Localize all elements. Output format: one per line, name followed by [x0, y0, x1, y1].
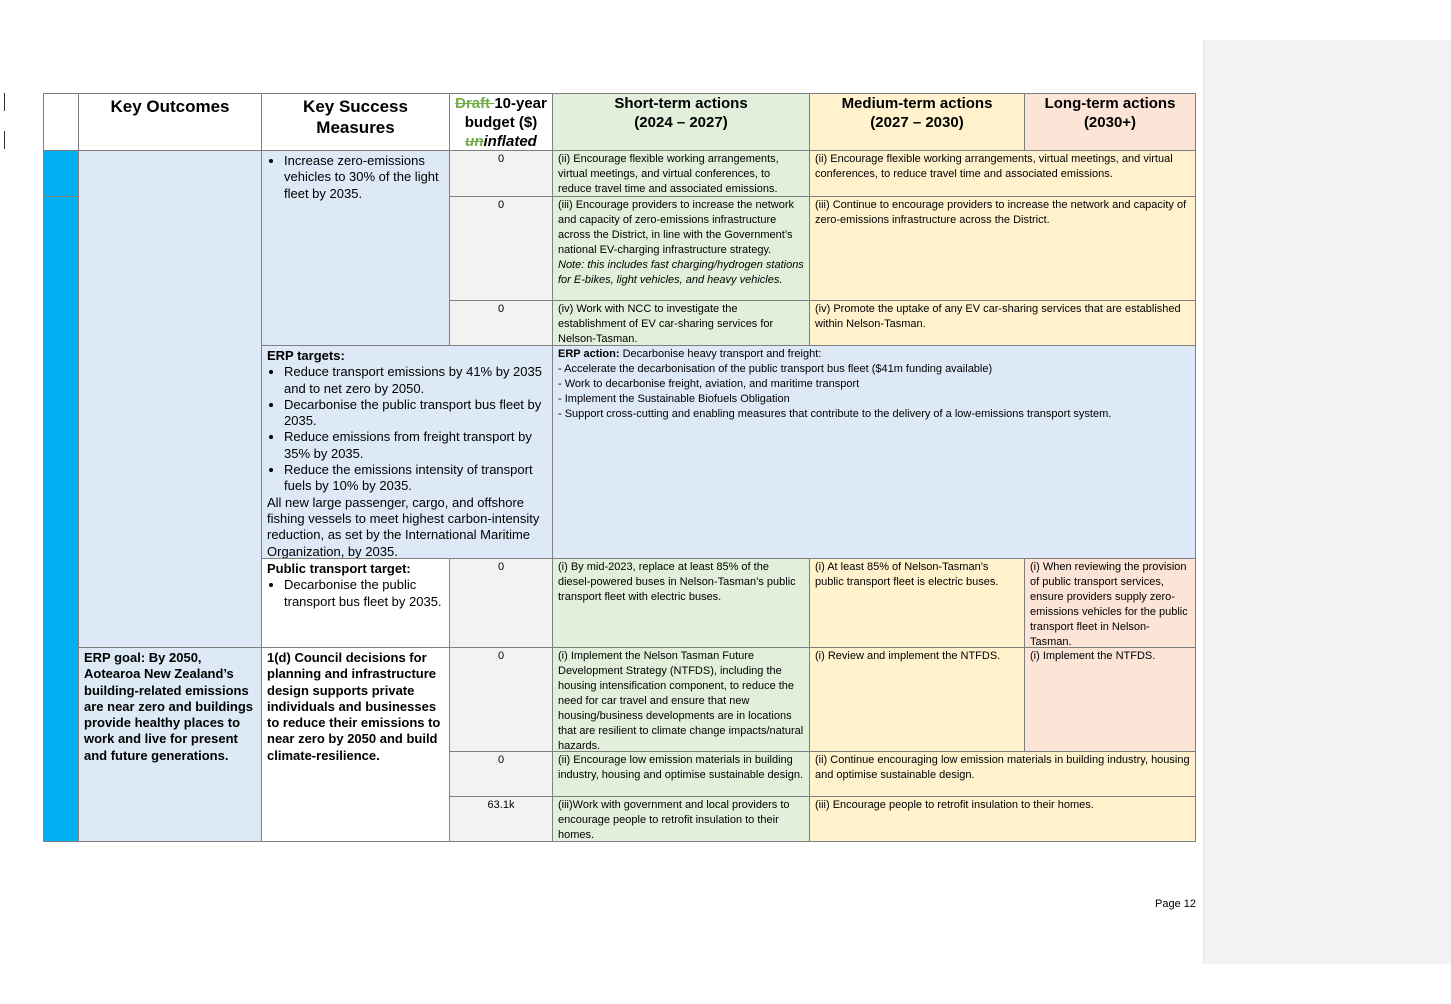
header-key-success-measures [261, 93, 450, 151]
change-bar [4, 93, 5, 111]
medium-action-text: (i) Review and implement the NTFDS. [815, 650, 1001, 662]
short-action-text: (i) By mid-2023, replace at least 85% of the diesel-powered buses in Nelson-Tasman’s public transport fleet with electric buses. [558, 561, 796, 603]
erp-target-item: • Reduce transport emissions by 41% by 2035 and to net zero by 2050. [284, 364, 547, 397]
short-action-text: (i) Implement the Nelson Tasman Future Development Strategy (NTFDS), including the housing intensification component, to reduce the need for car travel and ensure that new housing/business developments are in locations that are resilient to climate change impacts/natural hazards. [558, 650, 804, 752]
erp-targets [261, 345, 553, 559]
header-short-term [552, 93, 810, 151]
short-action-cell [552, 150, 810, 197]
long-action-text: (i) Implement the NTFDS. [1030, 650, 1156, 662]
short-action-cell [552, 751, 810, 797]
medium-action-text: (iii) Continue to encourage providers to increase the network and capacity of zero-emissions infrastructure across the District. [815, 199, 1187, 226]
short-action-cell [552, 796, 810, 842]
erp-target-item: • Reduce the emissions intensity of transport fuels by 10% by 2035. [284, 462, 547, 495]
long-action-cell [1024, 558, 1196, 648]
short-term-years: (2024 – 2027) [634, 114, 728, 131]
side-bar-segment [43, 150, 79, 197]
erp-target-item: • Decarbonise the public transport bus fleet by 2035. [284, 397, 547, 430]
erp-action-line: - Support cross-cutting and enabling measures that contribute to the delivery of a low-emissions transport system. [558, 408, 1112, 420]
erp-targets-extra: All new large passenger, cargo, and offshore fishing vessels to meet highest carbon-intensity reduction, as set by the International Maritime Organization, by 2035. [267, 494, 540, 559]
budget-cell [449, 300, 553, 346]
short-action-text: (ii) Encourage low emission materials in building industry, housing and optimise sustainable design. [558, 754, 804, 781]
short-action-cell [552, 300, 810, 346]
erp-action-line: - Accelerate the decarbonisation of the public transport bus fleet ($41m funding available) [558, 363, 993, 375]
erp-action-line: - Implement the Sustainable Biofuels Obligation [558, 393, 790, 405]
pt-target-item: • Decarbonise the public transport bus fleet by 2035. [284, 577, 444, 610]
header-key-outcomes [78, 93, 262, 151]
budget-value: 0 [497, 561, 505, 573]
budget-cell [449, 796, 553, 842]
page-number: Page 12 [1155, 898, 1196, 910]
short-action-text: (iii) Encourage providers to increase the network and capacity of zero-emissions infrastructure across the District, in line with the Government’s national EV-charging infrastructure strategy. [558, 199, 795, 256]
measure-public-transport [261, 558, 450, 648]
medium-long-action-cell [809, 751, 1196, 797]
short-action-cell [552, 196, 810, 301]
building-goal-text: ERP goal: By 2050, Aotearoa New Zealand’s building-related emissions are near zero and buildings provide healthy places to work and live for present and future generations. [84, 650, 254, 763]
budget-line2: budget ($) [464, 114, 538, 131]
budget-value: 0 [497, 650, 505, 662]
medium-action-cell [809, 558, 1025, 648]
budget-value: 0 [497, 199, 505, 211]
erp-action-label: ERP action: [558, 348, 620, 360]
medium-action-text: (i) At least 85% of Nelson-Tasman’s public transport fleet is electric buses. [815, 561, 999, 588]
erp-action [552, 345, 1196, 559]
budget-line1: 10-year [494, 95, 547, 112]
header-budget [449, 93, 553, 151]
erp-targets-label: ERP targets: [267, 348, 345, 363]
change-bar [4, 131, 5, 149]
header-key-success-measures-label: Key Success Measures [303, 97, 408, 137]
budget-cell [449, 558, 553, 648]
medium-action-text: (iii) Encourage people to retrofit insulation to their homes. [815, 799, 1094, 811]
short-action-text: (iii)Work with government and local providers to encourage people to retrofit insulation to their homes. [558, 799, 790, 841]
medium-term-years: (2027 – 2030) [870, 114, 964, 131]
header-medium-term [809, 93, 1025, 151]
budget-cell [449, 751, 553, 797]
pt-target-label: Public transport target: [267, 561, 411, 576]
measure-ev-fleet-text: • Increase zero-emissions vehicles to 30% of the light fleet by 2035. [284, 153, 444, 202]
outcome-building-goal [78, 647, 262, 842]
budget-value: 0 [497, 153, 505, 165]
medium-long-action-cell [809, 196, 1196, 301]
budget-cell [449, 196, 553, 301]
medium-term-title: Medium-term actions [841, 95, 993, 112]
medium-action-text: (iv) Promote the uptake of any EV car-sharing services that are established within Nelson-Tasman. [815, 303, 1181, 330]
erp-action-line: - Work to decarbonise freight, aviation, and maritime transport [558, 378, 860, 390]
medium-action-cell [809, 647, 1025, 752]
short-term-title: Short-term actions [614, 95, 748, 112]
outcome-transport [78, 150, 262, 648]
budget-deleted-un: un [465, 133, 484, 150]
side-bar-segment [43, 196, 79, 842]
erp-action-title: Decarbonise heavy transport and freight: [619, 348, 822, 360]
budget-value: 0 [497, 303, 505, 315]
budget-value: 63.1k [487, 799, 515, 811]
short-action-cell [552, 647, 810, 752]
header-long-term [1024, 93, 1196, 151]
header-blank [43, 93, 79, 151]
long-action-text: (i) When reviewing the provision of public transport services, ensure providers supply zero-emissions vehicles for the public transport fleet in Nelson-Tasman. [1030, 561, 1188, 648]
long-action-cell [1024, 647, 1196, 752]
budget-deleted-text: Draft [455, 95, 495, 112]
short-action-note: Note: this includes fast charging/hydrogen stations for E-bikes, light vehicles, and heavy vehicles. [558, 259, 804, 286]
budget-cell [449, 647, 553, 752]
short-action-cell [552, 558, 810, 648]
short-action-text: (ii) Encourage flexible working arrangements, virtual meetings, and virtual conferences, to reduce travel time and associated emissions. [558, 153, 779, 195]
header-key-outcomes-label: Key Outcomes [110, 97, 230, 116]
erp-target-item: • Reduce emissions from freight transport by 35% by 2035. [284, 429, 547, 462]
measure-building [261, 647, 450, 842]
measure-ev-fleet [261, 150, 450, 346]
long-term-years: (2030+) [1083, 114, 1137, 131]
long-term-title: Long-term actions [1044, 95, 1176, 112]
medium-long-action-cell [809, 796, 1196, 842]
short-action-text: (iv) Work with NCC to investigate the establishment of EV car-sharing services for Nelson-Tasman. [558, 303, 774, 345]
budget-value: 0 [497, 754, 505, 766]
comments-pane [1203, 40, 1451, 964]
budget-inflated: inflated [483, 133, 537, 150]
budget-cell [449, 150, 553, 197]
medium-action-text: (ii) Encourage flexible working arrangements, virtual meetings, and virtual conferences, to reduce travel time and associated emissions. [815, 153, 1173, 180]
medium-action-text: (ii) Continue encouraging low emission materials in building industry, housing and optimise sustainable design. [815, 754, 1190, 781]
medium-long-action-cell [809, 300, 1196, 346]
medium-long-action-cell [809, 150, 1196, 197]
building-measure-text: 1(d) Council decisions for planning and infrastructure design supports private individuals and businesses to reduce their emissions to near zero by 2050 and build climate-resilience. [267, 650, 441, 763]
